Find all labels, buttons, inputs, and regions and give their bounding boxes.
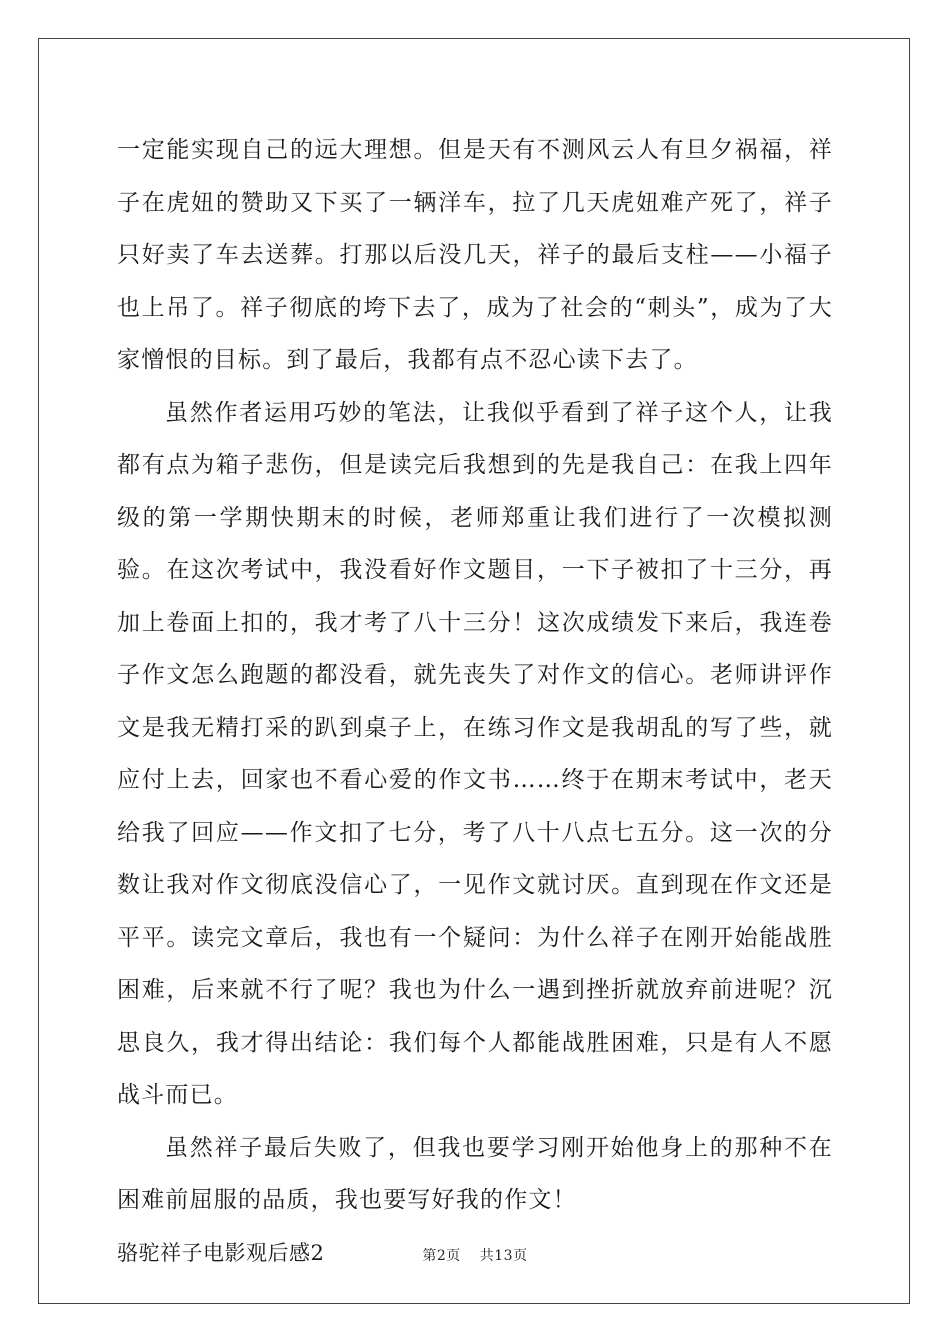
page-footer [0,1245,950,1265]
document-body [117,124,833,1279]
section-title: 骆驼祥子电影观后感2 [117,1240,325,1265]
paragraph-reflection: 虽然作者运用巧妙的笔法，让我似乎看到了祥子这个人，让我都有点为箱子悲伤，但是读完后我想到的先是我自己：在我上四年级的第一学期快期末的时候，老师郑重让我们进行了一次模拟测验。在这次考试中，我没看好作文题目，一下子被扣了十三分，再加上卷面上扣的，我才考了八十三分！这次成绩发下来后，我连卷子作文怎么跑题的都没看，就先丧失了对作文的信心。老师讲评作文是我无精打采的趴到桌子上，在练习作文是我胡乱的写了些，就应付上去，回家也不看心爱的作文书……终于在期末考试中，老天给我了回应——作文扣了七分，考了八十八点七五分。这一次的分数让我对作文彻底没信心了，一见作文就讨厌。直到现在作文还是平平。读完文章后，我也有一个疑问：为什么祥子在刚开始能战胜困难，后来就不行了呢？我也为什么一遇到挫折就放弃前进呢？沉思良久，我才得出结论：我们每个人都能战胜困难，只是有人不愿战斗而已。 [117,399,833,1108]
paragraph-continuation: 一定能实现自己的远大理想。但是天有不测风云人有旦夕祸福，祥子在虎妞的赞助又下买了一辆洋车，拉了几天虎妞难产死了，祥子只好卖了车去送葬。打那以后没几天，祥子的最后支柱——小福子也上吊了。祥子彻底的垮下去了，成为了社会的“刺头”，成为了大家憎恨的目标。到了最后，我都有点不忍心读下去了。 [117,137,833,373]
page-total: 共13页 [479,1248,528,1264]
page-number: 第2页 [422,1248,461,1264]
paragraph-conclusion: 虽然祥子最后失败了，但我也要学习刚开始他身上的那种不在困难前屈服的品质，我也要写好我的作文！ [117,1134,833,1213]
